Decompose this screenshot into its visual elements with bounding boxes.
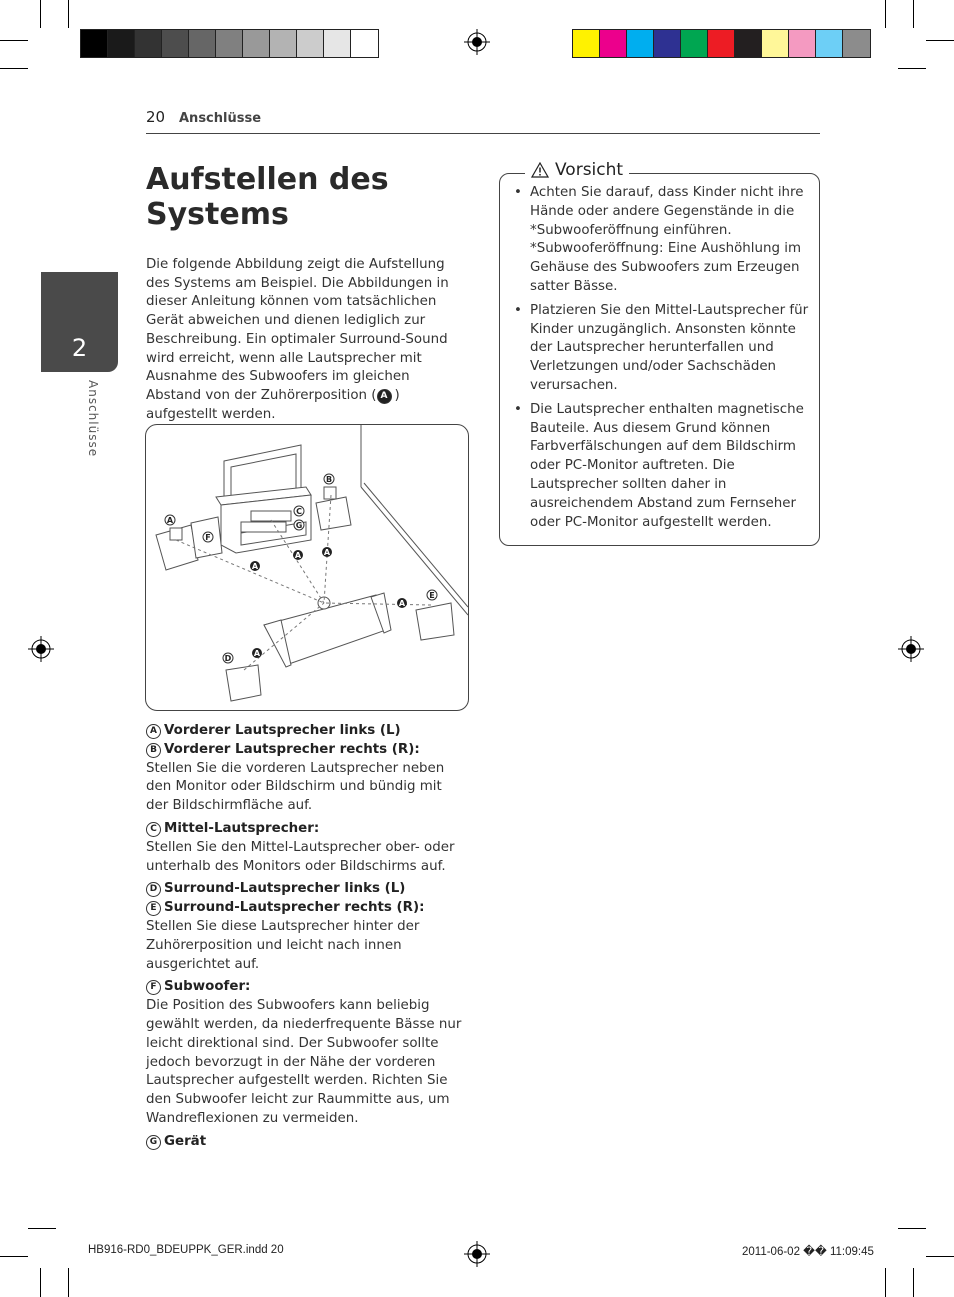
gray-swatch <box>243 30 270 57</box>
caution-title: Vorsicht <box>555 160 624 180</box>
label-c: C <box>296 507 302 516</box>
legend-f <box>146 978 468 1128</box>
grayscale-bar <box>80 29 379 58</box>
label-g: G <box>295 521 303 530</box>
color-swatch <box>789 30 816 57</box>
device-unit <box>241 522 286 532</box>
legend-ab-text: Stellen Sie die vorderen Lautsprecher neben den Monitor oder Bildschirm und bündig mit der Bildschirmfläche auf. <box>146 760 445 814</box>
marker-e-icon: E <box>146 901 161 916</box>
color-swatch <box>735 30 762 57</box>
gray-swatch <box>351 30 378 57</box>
marker-c-icon: C <box>146 822 161 837</box>
marker-b-icon: B <box>146 743 161 758</box>
footer-timestamp: 2011-06-02 �� 11:09:45 <box>742 1246 874 1258</box>
color-swatch <box>681 30 708 57</box>
crop-mark <box>40 1268 41 1297</box>
gray-swatch <box>270 30 297 57</box>
caution-list <box>514 184 810 537</box>
chapter-number: 2 <box>71 334 88 362</box>
legend-e-title: Surround-Lautsprecher rechts (R): <box>164 900 425 916</box>
crop-mark <box>0 40 28 41</box>
marker-g-icon: G <box>146 1135 161 1150</box>
crop-mark <box>68 0 69 28</box>
gray-swatch <box>324 30 351 57</box>
color-swatch <box>816 30 843 57</box>
registration-mark-icon <box>898 636 924 662</box>
crop-mark <box>913 0 914 28</box>
marker-a-icon: A <box>377 389 392 404</box>
intro-text-end: ) aufgestellt werden. <box>146 387 400 422</box>
legend-b-title: Vorderer Lautsprecher rechts (R): <box>164 741 420 757</box>
legend-c-text: Stellen Sie den Mittel-Lautsprecher ober- oder unterhalb des Monitors oder Bildschirms auf. <box>146 839 455 874</box>
warning-triangle-icon <box>531 162 549 178</box>
crop-mark <box>913 1268 914 1297</box>
figure-legend <box>146 722 468 1156</box>
label-f: F <box>205 533 211 542</box>
page-number: 20 <box>146 108 166 126</box>
label-a: A <box>166 516 174 525</box>
gray-swatch <box>297 30 324 57</box>
distance-marker-a: A <box>251 562 259 571</box>
crop-mark <box>926 40 954 41</box>
label-d: D <box>224 654 232 663</box>
gray-swatch <box>162 30 189 57</box>
color-swatch <box>762 30 789 57</box>
chapter-label: Anschlüsse <box>86 380 100 458</box>
distance-marker-a: A <box>398 599 406 608</box>
room-wall <box>364 483 468 607</box>
legend-de <box>146 880 468 974</box>
front-right-speaker <box>316 497 351 530</box>
header-divider <box>146 133 820 134</box>
caution-heading <box>525 160 629 180</box>
surround-right-speaker <box>416 603 454 640</box>
gray-swatch <box>216 30 243 57</box>
crop-mark <box>898 68 926 69</box>
caution-item: • Platzieren Sie den Mittel-Lautsprecher für Kinder unzugänglich. Ansonsten könnte der Lautsprecher herunterfallen und Verletzungen und/oder Sachschäden verursachen. <box>514 302 810 396</box>
surround-left-speaker <box>226 665 261 701</box>
gray-swatch <box>108 30 135 57</box>
section-title: Anschlüsse <box>179 111 262 126</box>
legend-f-text: Die Position des Subwoofers kann beliebig gewählt werden, da niederfrequente Bässe nur leicht direktional sind. Der Subwoofer sollte jedoch bevorzugt in der Nähe der vorderen Lautsprecher aufgestellt werden. Richten Sie den Subwoofer leicht zur Raummitte aus, um Wandreflexionen zu vermeiden. <box>146 998 462 1126</box>
crop-mark <box>898 1228 926 1229</box>
gray-swatch <box>81 30 108 57</box>
crop-mark <box>885 0 886 28</box>
tv-unit <box>216 445 311 553</box>
legend-ab <box>146 722 468 816</box>
legend-c-title: Mittel-Lautsprecher: <box>164 820 320 836</box>
registration-mark-icon <box>464 29 490 55</box>
legend-g <box>146 1133 468 1152</box>
distance-marker-a: A <box>294 551 302 560</box>
marker-f-icon: F <box>146 980 161 995</box>
legend-d-title: Surround-Lautsprecher links (L) <box>164 881 406 897</box>
distance-marker-a: A <box>253 649 261 658</box>
legend-de-text: Stellen Sie diese Lautsprecher hinter der Zuhörerposition und leicht nach innen ausgerichtet auf. <box>146 918 420 972</box>
page-title: Aufstellen des Systems <box>146 162 389 232</box>
label-e: E <box>429 591 435 600</box>
gray-swatch <box>135 30 162 57</box>
legend-g-title: Gerät <box>164 1133 207 1149</box>
speaker-placement-figure <box>145 424 469 711</box>
caution-item: • Die Lautsprecher enthalten magnetische Bauteile. Aus diesem Grund können Farbverfälschungen auf dem Bildschirm oder PC-Monitor auftreten. Die Lautsprecher sollten daher in ausreichendem Abstand zum Fernseher oder PC-Monitor aufgestellt werden. <box>514 401 810 533</box>
intro-paragraph <box>146 256 466 424</box>
marker-d-icon: D <box>146 882 161 897</box>
crop-mark <box>885 1268 886 1297</box>
color-swatch <box>600 30 627 57</box>
color-bar <box>572 29 871 58</box>
caution-box <box>499 173 820 546</box>
room-diagram <box>146 425 468 710</box>
color-swatch <box>708 30 735 57</box>
distance-marker-a: A <box>323 548 331 557</box>
crop-mark <box>28 1228 56 1229</box>
crop-mark <box>0 68 28 69</box>
crop-mark <box>68 1268 69 1297</box>
crop-mark <box>0 1256 28 1257</box>
footer-filename: HB916-RD0_BDEUPPK_GER.indd 20 <box>88 1244 284 1256</box>
caution-item: • Achten Sie darauf, dass Kinder nicht ihre Hände oder andere Gegenstände in die *Subwooferöffnung einführen. *Subwooferöffnung: Eine Aushöhlung im Gehäuse des Subwoofers zum Erzeugen satter Bässe. <box>514 184 810 297</box>
label-b: B <box>325 475 333 484</box>
color-swatch <box>573 30 600 57</box>
legend-a-title: Vorderer Lautsprecher links (L) <box>164 723 401 738</box>
legend-c <box>146 820 468 876</box>
legend-f-title: Subwoofer: <box>164 979 251 995</box>
intro-text: Die folgende Abbildung zeigt die Aufstellung des Systems am Beispiel. Die Abbildungen in dieser Anleitung können vom tatsächlichen Gerät abweichen und dienen lediglich zur Beschreibung. Ein optimaler Surround-Sound wird erreicht, wenn alle Lautsprecher mit Ausnahme des Subwoofers im gleichen Abstand von der Zuhörerposition ( <box>146 257 449 403</box>
crop-mark <box>926 1256 954 1257</box>
color-swatch <box>843 30 870 57</box>
color-swatch <box>654 30 681 57</box>
gray-swatch <box>189 30 216 57</box>
center-speaker <box>251 511 291 521</box>
crop-mark <box>40 0 41 28</box>
registration-mark-icon <box>28 636 54 662</box>
marker-a-icon: A <box>146 724 161 739</box>
registration-mark-icon <box>464 1241 490 1267</box>
color-swatch <box>627 30 654 57</box>
